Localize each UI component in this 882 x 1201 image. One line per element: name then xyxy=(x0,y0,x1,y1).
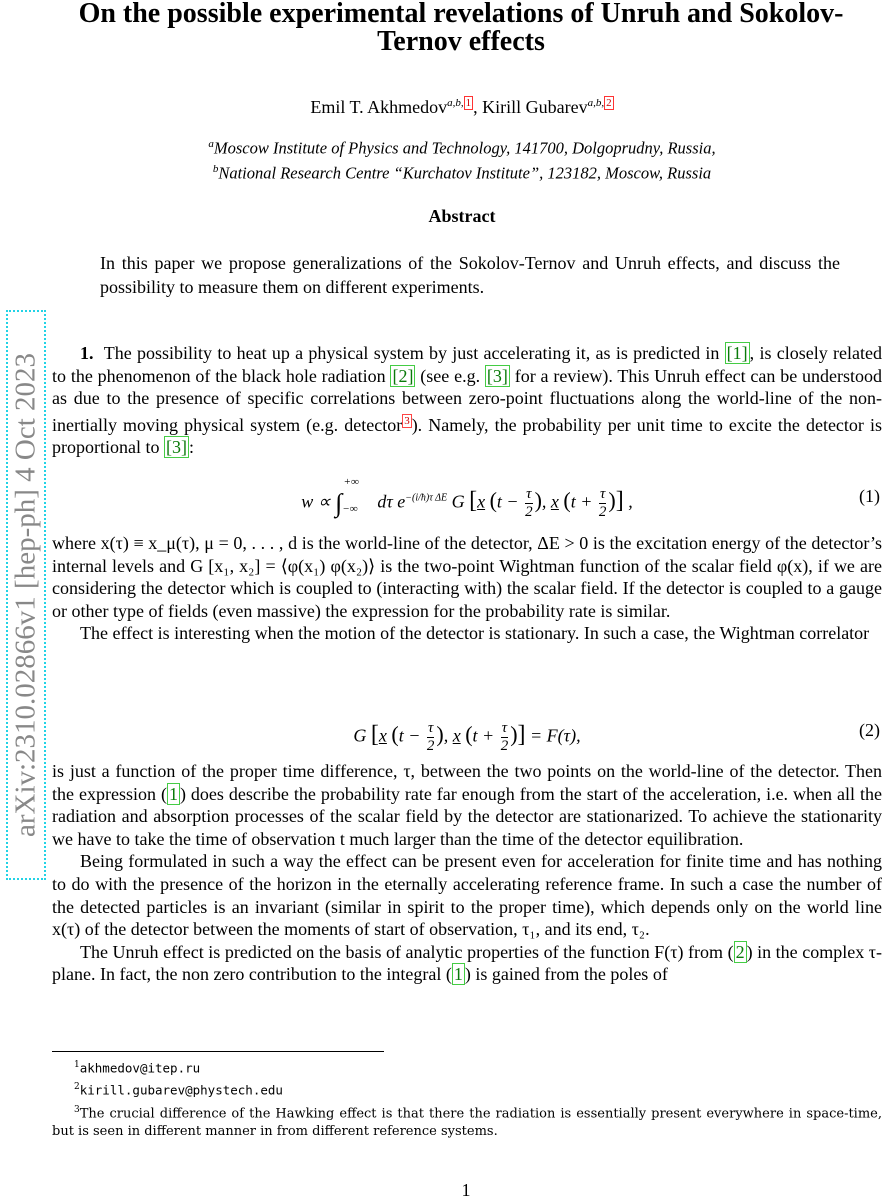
paragraph: The Unruh effect is predicted on the basis of analytic properties of the function F(τ) from ( 2 ) in the complex τ-plane. In fact, the non zero contribution to the integral ( 1 ) is gained from the poles of xyxy=(52,941,882,985)
citation-link[interactable]: [1] xyxy=(726,343,748,363)
equation-link[interactable]: 2 xyxy=(735,941,745,962)
body-section-1-cont xyxy=(52,532,882,645)
equation-number: (2) xyxy=(859,720,880,740)
citation-link[interactable]: [3] xyxy=(486,365,508,386)
equation-link[interactable]: 1 xyxy=(168,783,178,804)
section-number: 1. xyxy=(80,343,94,363)
equation-content: $w \propto \int_{-\infty}^{+\infty}$ dτ $e^{-(i/ħ)\tau \Delta E}$ G [x (t − $\frac{\tau}{2}$ ), x (t + $\frac{\tau}{2}$ )] , xyxy=(301,475,633,520)
citation-link[interactable]: [3] xyxy=(165,437,187,458)
equation-content: G [x (t − $\frac{\tau}{2}$ ), x (t + $\frac{\tau}{2}$ )] = F(τ), xyxy=(353,720,581,754)
footnote: $^1$akhmedov@itep.ru xyxy=(74,1060,201,1076)
footnotes xyxy=(52,1056,882,1141)
paragraph: Being formulated in such a way the effect can be present even for acceleration for finite time and has nothing to do with the presence of the horizon in the eternally accelerating reference frame. In such a case the number of the detected particles is an invariant (similar in spirit to the proper time), which depends only on the world line x(τ) of the detector between the moments of start of observation, τ₁, and its end, τ₂. xyxy=(52,851,882,940)
footnote-link[interactable]: 2 xyxy=(606,97,612,109)
body-section-1 xyxy=(52,342,882,459)
author-affil-sup: a,b, 1 xyxy=(447,97,472,109)
citation-link[interactable]: [2] xyxy=(392,365,414,386)
footnote-link[interactable]: 3 xyxy=(404,414,410,427)
author-name: Kirill Gubarev xyxy=(482,97,588,117)
affiliation: $^a$Moscow Institute of Physics and Technology, 141700, Dolgoprudny, Russia, xyxy=(208,138,716,158)
author-list: Emil T. Akhmedov$^{a,b, 1}$ , Kirill Gubarev$^{a,b, 2}$ xyxy=(310,97,612,117)
abstract-text: In this paper we propose generalizations of the Sokolov-Ternov and Unruh effects, and discuss the possibility to measure them on different experiments. xyxy=(100,253,840,297)
footnote: $^2$kirill.gubarev@phystech.edu xyxy=(74,1082,283,1098)
page-number: 1 xyxy=(461,1180,471,1200)
arxiv-stamp[interactable]: arXiv:2310.02866v1 [hep-ph] 4 Oct 2023 xyxy=(6,310,46,880)
author-affil-sup: a,b, 2 xyxy=(587,97,612,109)
affiliation: $^b$National Research Centre “Kurchatov Institute”, 123182, Moscow, Russia xyxy=(212,163,712,183)
equation-link[interactable]: 1 xyxy=(453,964,463,985)
paragraph: is just a function of the proper time difference, τ, between the two points on the world-line of the detector. Then the expression ( 1 ) does describe the probability rate far enough from the start of the acceleration, i.e. when all the radiation and absorption processes of the scalar field by the detector are stationarized. To achieve the stationarity we have to take the time of observation t much larger than the time of the detector equilibration. xyxy=(52,761,882,849)
body-section-1-cont2 xyxy=(52,760,882,986)
paragraph: where x(τ) ≡ x_μ(τ), μ = 0, . . . , d is the world-line of the detector, ΔE > 0 is the excitation energy of the detector’s internal levels and G [x₁, x₂] = ⟨φ(x₁) φ(x₂)⟩ is the two-point Wightman function of the scalar field φ(x), if we are considering the detector which is coupled to (interacting with) the scalar field. If the detector is coupled to a gauge or other type of fields (even massive) the expression for the probability rate is similar. xyxy=(52,533,882,621)
equation-number: (1) xyxy=(859,486,880,506)
paper-title: On the possible experimental revelations of Unruh and Sokolov-Ternov effects xyxy=(78,0,844,57)
footnote-link[interactable]: 1 xyxy=(465,97,472,109)
paragraph: 1. The possibility to heat up a physical system by just accelerating it, as is predicted in [1] , is closely related to the phenomenon of the black hole radiation [2] (see e.g. [3] for a review). This Unruh effect can be understood as due to the presence of specific correlations between zero-point fluctuations along the world-line of the non-inertially moving physical system (e.g. detector $^3$ ). Namely, the probability per unit time to excite the detector is proportional to [3] : xyxy=(52,343,882,458)
equation-2 xyxy=(52,706,882,766)
paragraph: The effect is interesting when the motion of the detector is stationary. In such a case, the Wightman correlator xyxy=(80,623,870,644)
abstract-heading: Abstract xyxy=(428,206,496,226)
footnote: $^3$The crucial difference of the Hawking effect is that there the radiation is essentially present everywhere in space-time, but is seen in different manner in from different reference systems. xyxy=(52,1104,882,1139)
author-name: Emil T. Akhmedov xyxy=(310,97,448,117)
footnote-rule xyxy=(52,1051,384,1052)
equation-1 xyxy=(52,472,882,532)
